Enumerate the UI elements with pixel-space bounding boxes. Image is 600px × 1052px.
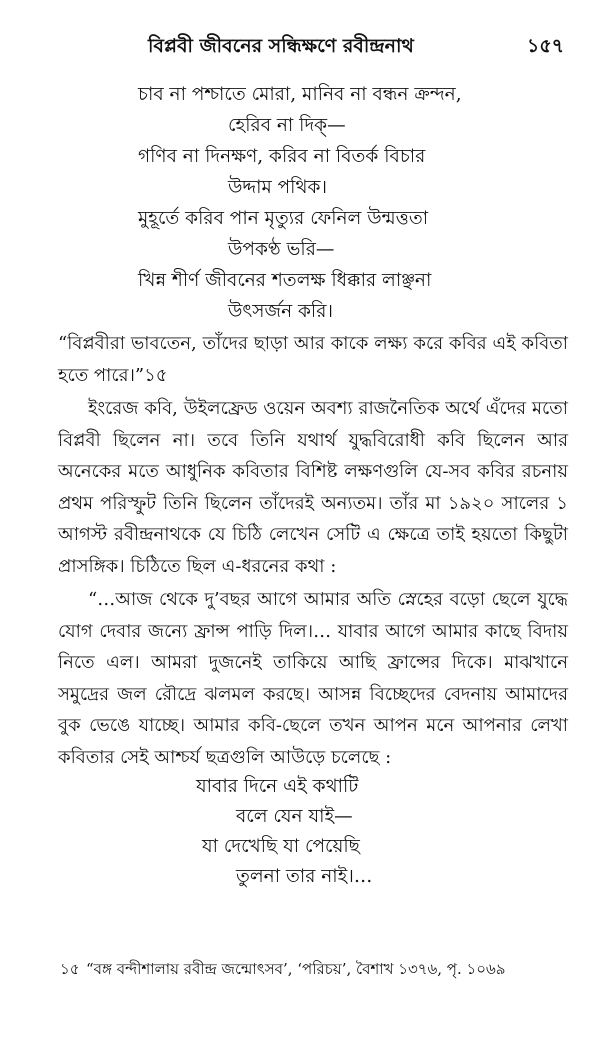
poem-line: খিন্ন শীর্ণ জীবনের শতলক্ষ ধিক্কার লাঞ্ছনা <box>138 270 432 291</box>
quote-paragraph <box>58 328 568 391</box>
poem-line: বলে যেন যাই— <box>236 806 353 827</box>
footnote-text: “বঙ্গ বন্দীশালায় রবীন্দ্র জন্মোৎসব’, ‘পরিচয়’, বৈশাখ ১৩৭৬, পৃ. ১০৬৯ <box>86 960 506 978</box>
paragraph-text: “…আজ থেকে দু’বছর আগে আমার অতি স্নেহের বড়ো ছেলে যুদ্ধে যোগ দেবার জন্যে ফ্রান্স পাড়ি দিল।… যাবার আগে আমার কাছে বিদায় নিতে এল। আমরা দুজনেই তাকিয়ে আছি ফ্রান্সের দিকে। মাঝখানে সমুদ্রের জল রৌদ্রে ঝলমল করছে। আসন্ন বিচ্ছেদের বেদনায় আমাদের বুক ভেঙে যাচ্ছে। আমার কবি-ছেলে তখন আপন মনে আপনার লেখা কবিতার সেই আশ্চর্য ছত্রগুলি আউড়ে চলেছে : <box>58 589 568 768</box>
poem-line: তুলনা তার নাই।… <box>236 866 373 887</box>
page-number: ১৫৭ <box>526 35 564 57</box>
quote-text: “বিপ্লবীরা ভাবতেন, তাঁদের ছাড়া আর কাকে লক্ষ্য করে কবির এই কবিতা হতে পারে।”১৫ <box>58 333 568 386</box>
poem-line: উদ্দাম পথিক। <box>228 177 328 198</box>
poem-line: উপকণ্ঠ ভরি— <box>228 239 335 260</box>
poem-line: যা দেখেছি যা পেয়েছি <box>202 836 360 857</box>
page-header <box>0 32 600 62</box>
poem-line: হেরিব না দিক্‌— <box>228 115 346 136</box>
poem-line: যাবার দিনে এই কথাটি <box>196 776 359 797</box>
footnote-number: ১৫ <box>60 960 80 978</box>
poem-line: উৎসর্জন করি। <box>228 301 334 322</box>
running-title: বিপ্লবী জীবনের সন্ধিক্ষণে রবীন্দ্রনাথ <box>148 35 414 57</box>
body-paragraph <box>58 393 568 582</box>
poem-line: গণিব না দিনক্ষণ, করিব না বিতর্ক বিচার <box>138 146 426 167</box>
footnote <box>60 958 580 983</box>
paragraph-text: ইংরেজ কবি, উইলফ্রেড ওয়েন অবশ্য রাজনৈতিক অর্থে এঁদের মতো বিপ্লবী ছিলেন না। তবে তিনি যথার্থ যুদ্ধবিরোধী কবি ছিলেন আর অনেকের মতে আধুনিক কবিতার বিশিষ্ট লক্ষণগুলি যে-সব কবির রচনায় প্রথম পরিস্ফুট তিনি ছিলেন তাঁদেরই অন্যতম। তাঁর মা ১৯২০ সালের ১ আগস্ট রবীন্দ্রনাথকে যে চিঠি লেখেন সেটি এ ক্ষেত্রে তাই হয়তো কিছুটা প্রাসঙ্গিক। চিঠিতে ছিল এ-ধরনের কথা : <box>58 398 568 577</box>
poem-line: চাব না পশ্চাতে মোরা, মানিব না বন্ধন ক্রন্দন, <box>138 84 462 105</box>
poem-line: মুহূর্তে করিব পান মৃত্যুর ফেনিল উন্মত্ততা <box>138 208 429 229</box>
letter-quote-paragraph <box>58 584 568 773</box>
